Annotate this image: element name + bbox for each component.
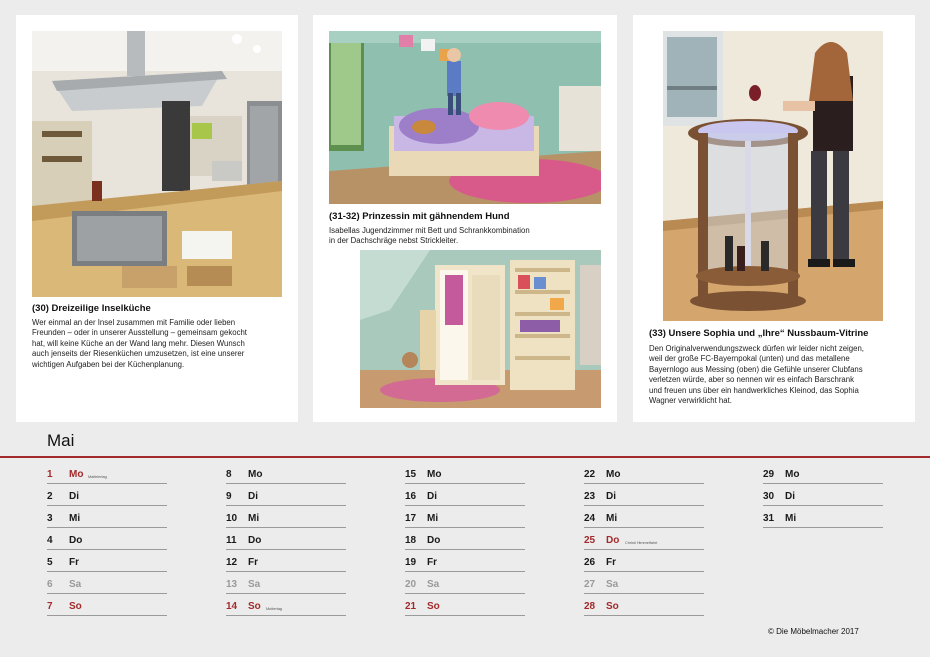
calendar-day (47, 531, 167, 550)
day-number: 28 (584, 601, 596, 612)
day-weekday: Sa (606, 579, 619, 590)
day-weekday: Di (606, 491, 616, 502)
day-number: 26 (584, 557, 596, 568)
calendar-day (226, 509, 346, 528)
calendar-day (584, 575, 704, 594)
day-weekday: Mo (606, 469, 621, 480)
calendar-day (47, 465, 167, 484)
day-number: 16 (405, 491, 417, 502)
day-number: 8 (226, 469, 232, 480)
caption-title: (33) Unsere Sophia und „Ihre“ Nussbaum-Vitrine (649, 328, 869, 339)
caption-line: wichtigen Aufgaben bei der Küchenplanung. (32, 359, 185, 369)
caption-text (32, 318, 294, 370)
day-number: 30 (763, 491, 775, 502)
caption-line: Wagner verwirklicht hat. (649, 396, 732, 406)
day-number: 4 (47, 535, 53, 546)
caption-line: und freuen uns über ein handwerkliches Kleinod, das Sophia (649, 385, 859, 395)
calendar-day (226, 575, 346, 594)
day-number: 13 (226, 579, 238, 590)
day-note: Christi Himmelfahrt (625, 541, 658, 545)
month-title: Mai (47, 431, 75, 450)
wardrobe-photo-illustration (360, 250, 601, 408)
calendar-day (405, 509, 525, 528)
day-number: 19 (405, 557, 417, 568)
day-number: 12 (226, 557, 238, 568)
calendar-day (405, 575, 525, 594)
calendar-day (47, 553, 167, 572)
day-weekday: Mi (69, 513, 81, 524)
calendar-day (584, 531, 704, 550)
day-number: 5 (47, 557, 53, 568)
day-weekday: Sa (248, 579, 261, 590)
calendar-day (405, 531, 525, 550)
day-weekday: Mo (785, 469, 800, 480)
caption-line: auch jenseits der Riesenküchen umzusetzen, ist eine unserer (32, 349, 245, 359)
day-weekday: Di (427, 491, 437, 502)
calendar-day (763, 465, 883, 484)
calendar-day (584, 465, 704, 484)
day-number: 29 (763, 469, 775, 480)
calendar-day (763, 509, 883, 528)
day-weekday: Sa (427, 579, 440, 590)
day-weekday: Sa (69, 579, 82, 590)
day-number: 6 (47, 579, 53, 590)
day-number: 23 (584, 491, 596, 502)
calendar-day (405, 487, 525, 506)
day-number: 2 (47, 491, 53, 502)
caption-line: verletzen würde, aber so nennen wir es einfach Barschrank (649, 375, 854, 385)
day-note: Maifeiertag (88, 475, 107, 479)
photo-card-kitchen (16, 15, 298, 422)
bedroom-photo (329, 31, 601, 204)
day-number: 9 (226, 491, 232, 502)
bedroom-photo-illustration (329, 31, 601, 204)
cabinet-photo (663, 31, 883, 321)
day-weekday: Mi (427, 513, 439, 524)
caption-title: (30) Dreizeilige Inselküche (32, 303, 151, 314)
calendar-day (405, 465, 525, 484)
day-weekday: Do (69, 535, 83, 546)
caption-text (649, 344, 911, 406)
day-weekday: Mo (69, 469, 84, 480)
day-weekday: So (69, 601, 82, 612)
calendar-day (226, 597, 346, 616)
calendar-day (763, 487, 883, 506)
day-number: 1 (47, 469, 53, 480)
day-number: 22 (584, 469, 596, 480)
day-weekday: Mi (248, 513, 260, 524)
day-number: 27 (584, 579, 596, 590)
caption-line: Isabellas Jugendzimmer mit Bett und Schrankkombination (329, 226, 530, 235)
caption-line: Bayernlogo aus Messing (oben) die Gefühle unserer Clubfans (649, 364, 863, 374)
day-number: 25 (584, 535, 596, 546)
day-weekday: Mo (427, 469, 442, 480)
calendar-day (47, 509, 167, 528)
caption-title: (31-32) Prinzessin mit gähnendem Hund (329, 211, 510, 222)
day-weekday: Mi (606, 513, 618, 524)
day-number: 31 (763, 513, 775, 524)
calendar-day (405, 597, 525, 616)
day-number: 7 (47, 601, 53, 612)
cabinet-photo-illustration (663, 31, 883, 321)
caption-line: Wer einmal an der Insel zusammen mit Familie oder lieben (32, 318, 236, 327)
day-number: 11 (226, 535, 237, 546)
calendar-day (226, 531, 346, 550)
day-weekday: Di (69, 491, 79, 502)
kitchen-photo (32, 31, 282, 297)
calendar-day (584, 487, 704, 506)
day-number: 3 (47, 513, 53, 524)
day-number: 14 (226, 601, 238, 612)
calendar-day (47, 575, 167, 594)
day-weekday: Di (248, 491, 258, 502)
day-number: 15 (405, 469, 417, 480)
day-number: 20 (405, 579, 417, 590)
calendar-day (584, 509, 704, 528)
calendar-day (226, 553, 346, 572)
calendar-day (226, 465, 346, 484)
day-weekday: So (248, 601, 261, 612)
calendar-day (584, 553, 704, 572)
caption-line: hat, will keine Küche an der Wand lang mehr. Diesen Wunsch (32, 338, 245, 348)
day-number: 10 (226, 513, 238, 524)
day-weekday: Fr (427, 557, 437, 568)
calendar-day (584, 597, 704, 616)
photo-card-cabinet (633, 15, 915, 422)
calendar-day (47, 597, 167, 616)
caption-line: Freunden – oder in unserer Ausstellung – gemeinsam gekocht (32, 328, 247, 338)
day-weekday: Fr (248, 557, 258, 568)
kitchen-photo-illustration (32, 31, 282, 297)
day-weekday: So (427, 601, 440, 612)
copyright: © Die Möbelmacher 2017 (768, 627, 859, 636)
caption-line: Den Originalverwendungszweck dürfen wir leider nicht zeigen, (649, 344, 864, 353)
day-weekday: So (606, 601, 619, 612)
day-number: 18 (405, 535, 417, 546)
day-note: Muttertag (266, 607, 283, 611)
calendar-day (405, 553, 525, 572)
caption-text (329, 226, 609, 247)
day-number: 21 (405, 601, 417, 612)
day-weekday: Fr (606, 557, 616, 568)
day-number: 17 (405, 513, 417, 524)
wardrobe-photo (360, 250, 601, 408)
day-weekday: Do (248, 535, 262, 546)
day-weekday: Mi (785, 513, 797, 524)
month-divider (0, 456, 930, 458)
day-weekday: Mo (248, 469, 263, 480)
day-number: 24 (584, 513, 596, 524)
photo-card-bedroom (313, 15, 617, 422)
calendar-day (47, 487, 167, 506)
caption-line: in der Dachschräge nebst Strickleiter. (329, 236, 459, 246)
calendar-day (226, 487, 346, 506)
day-weekday: Fr (69, 557, 79, 568)
day-weekday: Di (785, 491, 795, 502)
caption-line: weil der große FC-Bayernpokal (unten) und das metallene (649, 354, 850, 364)
day-weekday: Do (606, 535, 620, 546)
day-weekday: Do (427, 535, 441, 546)
